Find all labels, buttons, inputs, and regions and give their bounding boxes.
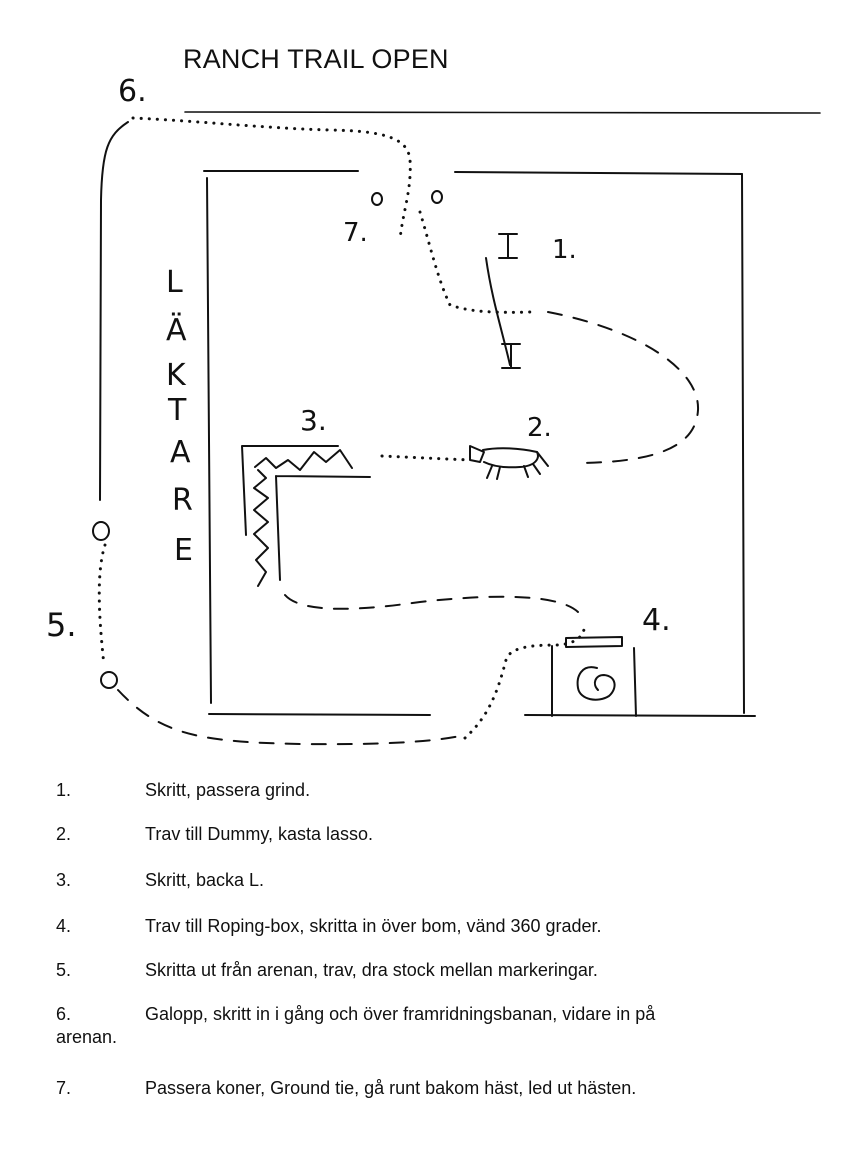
cone-7a: [372, 193, 382, 205]
dummy-body: [483, 448, 538, 467]
page-title: RANCH TRAIL OPEN: [183, 44, 449, 74]
instruction-number: 2.: [56, 824, 72, 844]
instruction-number: 1.: [56, 780, 72, 800]
warmup-track-line: [185, 112, 820, 113]
stand-label: [166, 265, 193, 568]
arena-wall-bottom-right: [525, 715, 755, 716]
instruction-text: Skritta ut från arenan, trav, dra stock mellan markeringar.: [145, 960, 598, 980]
instruction-text: Passera koner, Ground tie, gå runt bakom häst, led ut hästen.: [145, 1078, 637, 1098]
route-6-line: [100, 122, 128, 500]
instruction-text: Trav till Roping-box, skritta in över bom, vänd 360 grader.: [145, 916, 602, 936]
instruction-number: 5.: [56, 960, 72, 980]
stand-letter: E: [174, 533, 193, 568]
marker-5-top: [93, 522, 109, 540]
route-dots-entry: [420, 212, 530, 312]
route-dashes-exit: [118, 690, 460, 744]
arena-wall-left: [207, 178, 211, 703]
label-obstacle-2: 2.: [527, 413, 552, 443]
instruction-text: Trav till Dummy, kasta lasso.: [145, 824, 374, 844]
gate-post-top: [499, 234, 517, 258]
route-dashes-loop: [548, 312, 698, 463]
roping-box-swirl: [578, 667, 615, 700]
instruction-number: 6.: [56, 1004, 72, 1024]
label-obstacle-4: 4.: [642, 603, 671, 638]
route-dots-5: [99, 545, 105, 665]
label-obstacle-6: 6.: [118, 74, 147, 109]
stand-letter: K: [166, 358, 186, 393]
instruction-number: 7.: [56, 1078, 72, 1098]
instruction-number: 4.: [56, 916, 72, 936]
l-zigzag-top: [255, 450, 352, 470]
gate-post-bottom: [502, 344, 520, 368]
stand-letter: L: [166, 265, 183, 300]
label-obstacle-3: 3.: [300, 404, 327, 437]
instruction-list: [0, 770, 850, 1169]
cone-7b: [432, 191, 442, 203]
route-dots-top: [133, 118, 410, 240]
stand-letter: A: [170, 435, 191, 470]
label-obstacle-7: 7.: [343, 218, 368, 248]
stand-letter: Ä: [166, 313, 187, 348]
label-obstacle-1: 1.: [552, 235, 577, 265]
marker-5-bottom: [101, 672, 117, 688]
stand-letter: R: [172, 483, 193, 518]
instruction-continuation: arenan.: [56, 1027, 118, 1047]
route-dashes-to-box: [285, 595, 578, 612]
label-obstacle-5: 5.: [46, 606, 77, 644]
arena-wall-top-right: [455, 172, 742, 174]
route-dots-dummy: [382, 456, 470, 460]
arena-wall-bottom-left: [209, 714, 430, 715]
l-inner-rail: [276, 476, 370, 580]
dummy-head: [470, 446, 484, 462]
stand-letter: T: [168, 393, 187, 428]
instruction-text: Galopp, skritt in i gång och över framridningsbanan, vidare in på: [145, 1004, 656, 1024]
instruction-number: 3.: [56, 870, 72, 890]
arena-wall-right: [742, 174, 744, 713]
l-zigzag-side: [254, 470, 268, 586]
roping-box-right: [634, 648, 636, 716]
instruction-text: Skritt, backa L.: [145, 870, 265, 890]
instruction-text: Skritt, passera grind.: [145, 780, 311, 800]
